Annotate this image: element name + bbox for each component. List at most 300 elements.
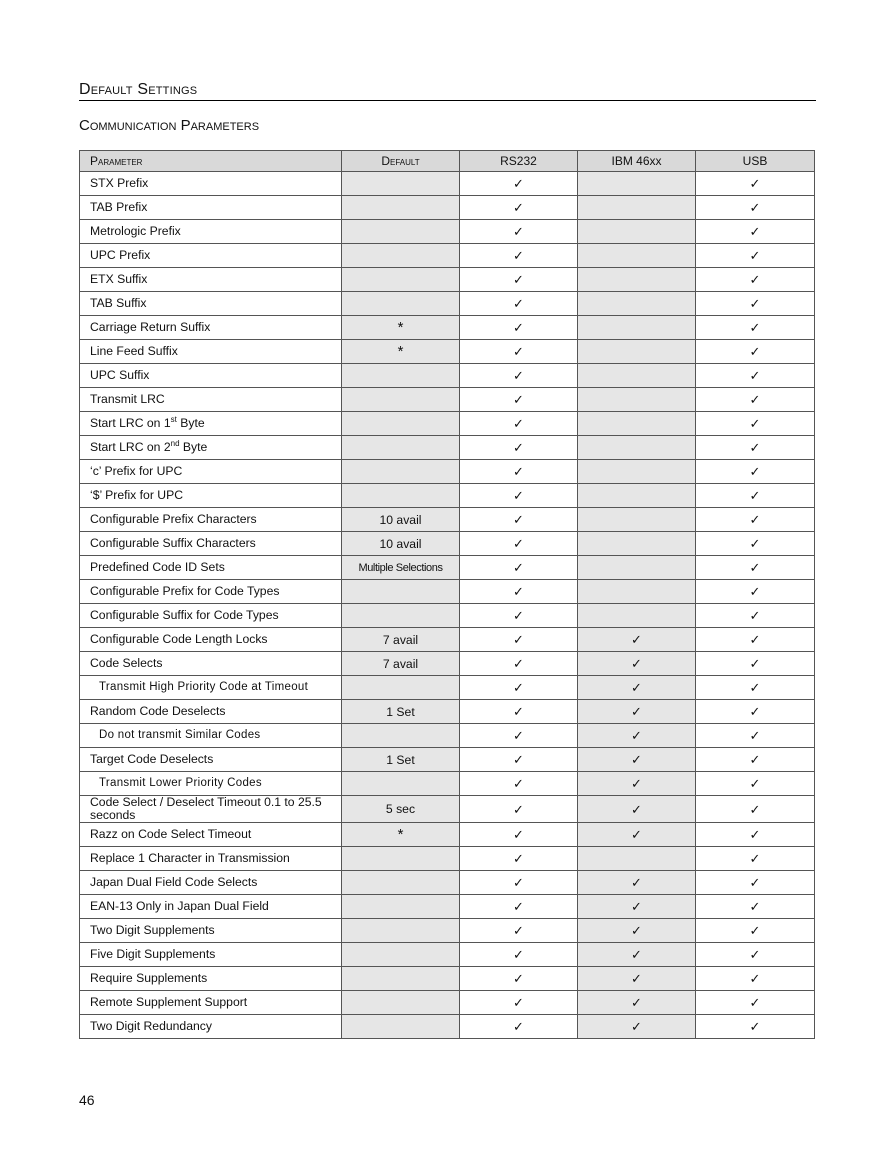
checkmark-icon: ✓ <box>513 512 524 527</box>
checkmark-icon: ✓ <box>513 488 524 503</box>
parameter-name: Require Supplements <box>90 971 208 985</box>
parameter-name: Five Digit Supplements <box>90 947 216 961</box>
rs232-support-cell <box>460 652 578 676</box>
parameter-cell <box>80 700 342 724</box>
parameter-cell <box>80 172 342 196</box>
checkmark-icon: ✓ <box>749 440 761 455</box>
rs232-support-cell <box>460 772 578 796</box>
table-row <box>80 943 815 967</box>
checkmark-icon: ✓ <box>631 776 642 791</box>
checkmark-icon: ✓ <box>631 752 642 767</box>
usb-support-cell <box>696 796 815 823</box>
checkmark-icon: ✓ <box>631 728 642 743</box>
checkmark-icon: ✓ <box>749 416 761 431</box>
parameter-name-tail: Byte <box>176 416 205 430</box>
parameter-cell <box>80 823 342 847</box>
usb-support-cell <box>696 871 815 895</box>
table-row <box>80 508 815 532</box>
checkmark-icon: ✓ <box>749 680 761 695</box>
rs232-support-cell <box>460 724 578 748</box>
rs232-support-cell <box>460 823 578 847</box>
usb-support-cell <box>696 919 815 943</box>
ibm-support-cell <box>578 895 696 919</box>
rs232-support-cell <box>460 340 578 364</box>
parameter-cell <box>80 316 342 340</box>
parameter-name-tail: Byte <box>179 440 208 454</box>
table-row <box>80 967 815 991</box>
default-value-cell <box>342 943 460 967</box>
default-value-cell <box>342 724 460 748</box>
checkmark-icon: ✓ <box>631 827 642 842</box>
checkmark-icon: ✓ <box>749 947 761 962</box>
default-value-cell: 7 avail <box>342 652 460 676</box>
checkmark-icon: ✓ <box>513 440 524 455</box>
rs232-support-cell <box>460 796 578 823</box>
checkmark-icon: ✓ <box>631 875 642 890</box>
parameter-cell <box>80 919 342 943</box>
parameter-name: ‘c’ Prefix for UPC <box>90 464 183 478</box>
rs232-support-cell <box>460 991 578 1015</box>
checkmark-icon: ✓ <box>749 899 761 914</box>
table-row <box>80 340 815 364</box>
checkmark-icon: ✓ <box>749 752 761 767</box>
rs232-support-cell <box>460 943 578 967</box>
table-row <box>80 895 815 919</box>
parameter-name: Two Digit Redundancy <box>90 1019 212 1033</box>
ibm-support-cell <box>578 871 696 895</box>
default-value-cell: 10 avail <box>342 508 460 532</box>
checkmark-icon: ✓ <box>631 801 642 817</box>
table-row <box>80 484 815 508</box>
ibm-support-cell <box>578 724 696 748</box>
parameter-name: Do not transmit Similar Codes <box>99 729 261 741</box>
usb-support-cell <box>696 700 815 724</box>
table-row <box>80 388 815 412</box>
ibm-support-cell <box>578 580 696 604</box>
checkmark-icon: ✓ <box>631 680 642 695</box>
usb-support-cell <box>696 556 815 580</box>
usb-support-cell <box>696 847 815 871</box>
checkmark-icon: ✓ <box>513 560 524 575</box>
ibm-support-cell <box>578 340 696 364</box>
checkmark-icon: ✓ <box>513 272 524 287</box>
usb-support-cell <box>696 196 815 220</box>
parameter-cell <box>80 871 342 895</box>
parameter-name: Line Feed Suffix <box>90 344 178 358</box>
checkmark-icon: ✓ <box>749 923 761 938</box>
checkmark-icon: ✓ <box>749 995 761 1010</box>
ibm-support-cell <box>578 772 696 796</box>
parameter-cell <box>80 532 342 556</box>
usb-support-cell <box>696 388 815 412</box>
checkmark-icon: ✓ <box>513 608 524 623</box>
parameter-name: Metrologic Prefix <box>90 224 181 238</box>
parameter-cell <box>80 460 342 484</box>
parameter-cell <box>80 772 342 796</box>
checkmark-icon: ✓ <box>513 392 524 407</box>
ibm-support-cell <box>578 364 696 388</box>
checkmark-icon: ✓ <box>749 464 761 479</box>
checkmark-icon: ✓ <box>513 923 524 938</box>
usb-support-cell <box>696 508 815 532</box>
default-value-cell <box>342 991 460 1015</box>
checkmark-icon: ✓ <box>631 971 642 986</box>
parameter-cell <box>80 436 342 460</box>
ibm-support-cell <box>578 460 696 484</box>
default-value-cell: Multiple Selections <box>342 556 460 580</box>
checkmark-icon: ✓ <box>513 971 524 986</box>
rs232-support-cell <box>460 1015 578 1039</box>
checkmark-icon: ✓ <box>513 248 524 263</box>
rs232-support-cell <box>460 292 578 316</box>
default-value-cell <box>342 388 460 412</box>
ibm-support-cell <box>578 508 696 532</box>
default-value-cell <box>342 847 460 871</box>
rs232-support-cell <box>460 508 578 532</box>
default-value-cell: 1 Set <box>342 700 460 724</box>
checkmark-icon: ✓ <box>513 827 524 842</box>
parameter-cell <box>80 556 342 580</box>
usb-support-cell <box>696 436 815 460</box>
checkmark-icon: ✓ <box>513 224 524 239</box>
ibm-support-cell <box>578 604 696 628</box>
table-row <box>80 796 815 823</box>
parameter-cell <box>80 847 342 871</box>
page-number: 46 <box>79 1092 95 1108</box>
parameter-cell <box>80 268 342 292</box>
checkmark-icon: ✓ <box>513 416 524 431</box>
usb-support-cell <box>696 724 815 748</box>
rs232-support-cell <box>460 484 578 508</box>
parameter-name: Configurable Prefix Characters <box>90 512 257 526</box>
rs232-support-cell <box>460 316 578 340</box>
default-value-cell <box>342 436 460 460</box>
table-row <box>80 871 815 895</box>
table-row <box>80 724 815 748</box>
checkmark-icon: ✓ <box>513 776 524 791</box>
checkmark-icon: ✓ <box>749 875 761 890</box>
communication-parameters-table <box>79 150 815 1039</box>
checkmark-icon: ✓ <box>513 464 524 479</box>
default-value-cell <box>342 244 460 268</box>
ibm-support-cell <box>578 823 696 847</box>
ibm-support-cell <box>578 436 696 460</box>
parameter-name: Two Digit Supplements <box>90 923 215 937</box>
ibm-support-cell <box>578 388 696 412</box>
rs232-support-cell <box>460 244 578 268</box>
parameter-name: Transmit Lower Priority Codes <box>99 777 262 789</box>
checkmark-icon: ✓ <box>631 995 642 1010</box>
default-value-cell: 5 sec <box>342 796 460 823</box>
usb-support-cell <box>696 268 815 292</box>
usb-support-cell <box>696 967 815 991</box>
default-value-cell <box>342 1015 460 1039</box>
table-row <box>80 244 815 268</box>
checkmark-icon: ✓ <box>513 200 524 215</box>
parameter-cell <box>80 484 342 508</box>
parameter-name: Random Code Deselects <box>90 704 226 718</box>
ibm-support-cell <box>578 748 696 772</box>
ibm-support-cell <box>578 556 696 580</box>
checkmark-icon: ✓ <box>749 224 761 239</box>
checkmark-icon: ✓ <box>513 344 524 359</box>
usb-support-cell <box>696 652 815 676</box>
parameter-name: TAB Suffix <box>90 296 147 310</box>
parameter-name: Configurable Prefix for Code Types <box>90 584 280 598</box>
usb-support-cell <box>696 676 815 700</box>
parameter-name: Code Select / Deselect Timeout 0.1 to 25.5 seconds <box>90 795 322 822</box>
table-row <box>80 847 815 871</box>
default-value-cell: * <box>342 316 460 340</box>
default-value-cell <box>342 412 460 436</box>
usb-support-cell <box>696 628 815 652</box>
ibm-support-cell <box>578 796 696 823</box>
ibm-support-cell <box>578 1015 696 1039</box>
parameter-name: Code Selects <box>90 656 163 670</box>
default-value-cell <box>342 172 460 196</box>
table-row <box>80 316 815 340</box>
table-row <box>80 604 815 628</box>
parameter-cell <box>80 412 342 436</box>
ibm-support-cell <box>578 676 696 700</box>
checkmark-icon: ✓ <box>513 995 524 1010</box>
table-row <box>80 1015 815 1039</box>
rs232-support-cell <box>460 895 578 919</box>
default-value-cell <box>342 364 460 388</box>
rs232-support-cell <box>460 748 578 772</box>
parameter-cell <box>80 604 342 628</box>
parameter-cell <box>80 340 342 364</box>
table-row <box>80 700 815 724</box>
parameter-cell <box>80 676 342 700</box>
parameter-name: UPC Suffix <box>90 368 150 382</box>
parameter-name: ETX Suffix <box>90 272 148 286</box>
parameter-name: Target Code Deselects <box>90 752 214 766</box>
ibm-support-cell <box>578 292 696 316</box>
checkmark-icon: ✓ <box>513 752 524 767</box>
parameter-cell <box>80 967 342 991</box>
ordinal-suffix: st <box>170 414 177 424</box>
table-row <box>80 652 815 676</box>
checkmark-icon: ✓ <box>513 899 524 914</box>
usb-support-cell <box>696 484 815 508</box>
parameter-name: TAB Prefix <box>90 200 148 214</box>
default-value-cell <box>342 460 460 484</box>
checkmark-icon: ✓ <box>631 899 642 914</box>
column-header-parameter: Parameter <box>80 151 342 172</box>
parameter-cell <box>80 364 342 388</box>
checkmark-icon: ✓ <box>513 320 524 335</box>
page-title: Default Settings <box>79 80 816 101</box>
default-value-cell <box>342 919 460 943</box>
parameter-cell <box>80 652 342 676</box>
rs232-support-cell <box>460 220 578 244</box>
table-row <box>80 412 815 436</box>
ibm-support-cell <box>578 220 696 244</box>
checkmark-icon: ✓ <box>749 1019 761 1034</box>
checkmark-icon: ✓ <box>749 392 761 407</box>
rs232-support-cell <box>460 436 578 460</box>
table-row <box>80 172 815 196</box>
parameter-cell <box>80 220 342 244</box>
ibm-support-cell <box>578 847 696 871</box>
checkmark-icon: ✓ <box>749 536 761 551</box>
parameter-name: Carriage Return Suffix <box>90 320 211 334</box>
default-value-cell: * <box>342 823 460 847</box>
table-row <box>80 556 815 580</box>
checkmark-icon: ✓ <box>749 971 761 986</box>
column-header-usb: USB <box>696 151 815 172</box>
rs232-support-cell <box>460 388 578 412</box>
checkmark-icon: ✓ <box>513 176 524 191</box>
rs232-support-cell <box>460 532 578 556</box>
checkmark-icon: ✓ <box>631 632 642 647</box>
column-header-ibm-46xx <box>578 151 696 172</box>
parameter-cell <box>80 796 342 823</box>
checkmark-icon: ✓ <box>749 200 761 215</box>
checkmark-icon: ✓ <box>749 632 761 647</box>
default-value-cell <box>342 967 460 991</box>
checkmark-icon: ✓ <box>513 296 524 311</box>
parameter-name: UPC Prefix <box>90 248 151 262</box>
parameter-cell <box>80 748 342 772</box>
usb-support-cell <box>696 340 815 364</box>
default-value-cell <box>342 580 460 604</box>
parameter-cell <box>80 244 342 268</box>
ibm-support-cell <box>578 991 696 1015</box>
parameter-cell <box>80 943 342 967</box>
checkmark-icon: ✓ <box>749 320 761 335</box>
checkmark-icon: ✓ <box>513 1019 524 1034</box>
parameter-name: ‘$’ Prefix for UPC <box>90 488 184 502</box>
default-value-cell <box>342 268 460 292</box>
rs232-support-cell <box>460 412 578 436</box>
checkmark-icon: ✓ <box>749 248 761 263</box>
parameter-name: Configurable Code Length Locks <box>90 632 268 646</box>
rs232-support-cell <box>460 268 578 292</box>
ibm-support-cell <box>578 268 696 292</box>
ibm-support-cell <box>578 700 696 724</box>
checkmark-icon: ✓ <box>513 704 524 719</box>
ordinal-suffix: nd <box>170 438 180 448</box>
checkmark-icon: ✓ <box>631 704 642 719</box>
usb-support-cell <box>696 460 815 484</box>
usb-support-cell <box>696 580 815 604</box>
parameter-name: Predefined Code ID Sets <box>90 560 225 574</box>
rs232-support-cell <box>460 364 578 388</box>
parameter-cell <box>80 388 342 412</box>
checkmark-icon: ✓ <box>749 827 761 842</box>
checkmark-icon: ✓ <box>513 656 524 671</box>
usb-support-cell <box>696 1015 815 1039</box>
usb-support-cell <box>696 772 815 796</box>
table-row <box>80 196 815 220</box>
parameter-name: STX Prefix <box>90 176 149 190</box>
parameter-name: Remote Supplement Support <box>90 995 248 1009</box>
table-row <box>80 580 815 604</box>
section-title: Communication Parameters <box>79 117 260 134</box>
default-value-cell: 1 Set <box>342 748 460 772</box>
checkmark-icon: ✓ <box>749 176 761 191</box>
checkmark-icon: ✓ <box>749 728 761 743</box>
table-row <box>80 772 815 796</box>
checkmark-icon: ✓ <box>513 680 524 695</box>
parameter-name: Transmit High Priority Code at Timeout <box>99 681 309 693</box>
checkmark-icon: ✓ <box>749 344 761 359</box>
rs232-support-cell <box>460 172 578 196</box>
rs232-support-cell <box>460 556 578 580</box>
default-value-cell: 7 avail <box>342 628 460 652</box>
parameter-name: Configurable Suffix for Code Types <box>90 608 279 622</box>
parameter-name: Start LRC on 2 <box>90 440 171 454</box>
column-header-rs232: RS232 <box>460 151 578 172</box>
parameter-cell <box>80 508 342 532</box>
ibm-support-cell <box>578 628 696 652</box>
ibm-support-cell <box>578 316 696 340</box>
table-row <box>80 268 815 292</box>
parameter-cell <box>80 196 342 220</box>
rs232-support-cell <box>460 580 578 604</box>
rs232-support-cell <box>460 967 578 991</box>
usb-support-cell <box>696 748 815 772</box>
table-row <box>80 919 815 943</box>
column-header-default: Default <box>342 151 460 172</box>
default-value-cell <box>342 871 460 895</box>
ibm-support-cell <box>578 967 696 991</box>
table-row <box>80 292 815 316</box>
usb-support-cell <box>696 943 815 967</box>
parameter-cell <box>80 895 342 919</box>
checkmark-icon: ✓ <box>749 704 761 719</box>
parameter-cell <box>80 292 342 316</box>
checkmark-icon: ✓ <box>513 875 524 890</box>
checkmark-icon: ✓ <box>513 801 524 817</box>
ibm-support-cell <box>578 484 696 508</box>
parameter-cell <box>80 724 342 748</box>
parameter-name: Japan Dual Field Code Selects <box>90 875 258 889</box>
usb-support-cell <box>696 364 815 388</box>
checkmark-icon: ✓ <box>631 1019 642 1034</box>
rs232-support-cell <box>460 604 578 628</box>
default-value-cell: 10 avail <box>342 532 460 556</box>
checkmark-icon: ✓ <box>749 656 761 671</box>
rs232-support-cell <box>460 460 578 484</box>
parameter-name: Transmit LRC <box>90 392 165 406</box>
checkmark-icon: ✓ <box>749 608 761 623</box>
checkmark-icon: ✓ <box>749 512 761 527</box>
checkmark-icon: ✓ <box>749 296 761 311</box>
rs232-support-cell <box>460 676 578 700</box>
checkmark-icon: ✓ <box>749 272 761 287</box>
table-row <box>80 532 815 556</box>
checkmark-icon: ✓ <box>749 560 761 575</box>
ibm-support-cell <box>578 652 696 676</box>
checkmark-icon: ✓ <box>513 536 524 551</box>
checkmark-icon: ✓ <box>513 584 524 599</box>
parameter-cell <box>80 580 342 604</box>
table-row <box>80 436 815 460</box>
rs232-support-cell <box>460 700 578 724</box>
default-value-cell <box>342 220 460 244</box>
rs232-support-cell <box>460 919 578 943</box>
usb-support-cell <box>696 991 815 1015</box>
ibm-support-cell <box>578 196 696 220</box>
table-row <box>80 220 815 244</box>
checkmark-icon: ✓ <box>513 368 524 383</box>
rs232-support-cell <box>460 847 578 871</box>
default-value-cell <box>342 484 460 508</box>
ibm-support-cell <box>578 412 696 436</box>
